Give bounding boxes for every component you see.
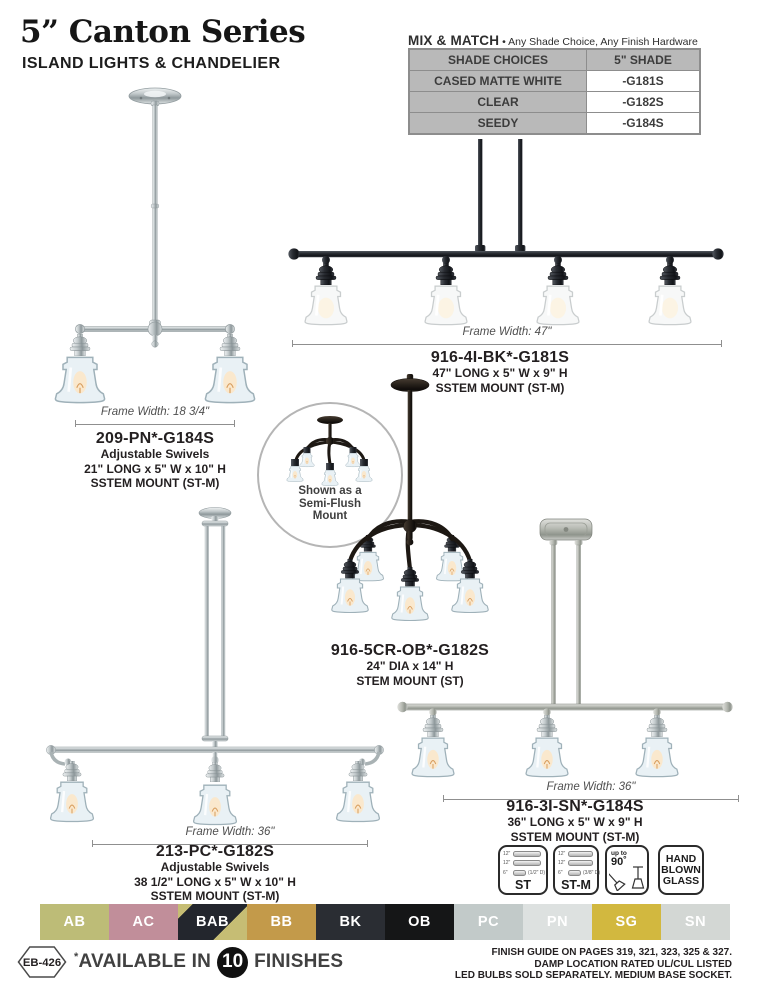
finish-code: OB bbox=[408, 914, 431, 930]
col-header-5in-shade: 5" SHADE bbox=[587, 49, 701, 71]
product-text-209-pn bbox=[45, 430, 265, 491]
available-in-text: AVAILABLE IN bbox=[78, 951, 212, 972]
rod-row bbox=[558, 851, 597, 857]
fine-print bbox=[330, 947, 732, 982]
rod-length-label: 12" bbox=[503, 850, 511, 857]
st-m-mount-badge bbox=[553, 845, 599, 895]
badge-line: HAND bbox=[665, 852, 697, 865]
shade-code: -G181S bbox=[587, 71, 701, 92]
frame-width-label: Frame Width: 36" bbox=[546, 781, 636, 793]
finish-swatch-ab bbox=[40, 904, 109, 940]
finish-count-circle: 10 bbox=[217, 947, 248, 978]
product-size: 47" LONG x 5" W x 9" H bbox=[432, 366, 568, 380]
inset-caption-line: Mount bbox=[312, 510, 348, 522]
product-mount: STEM MOUNT (ST) bbox=[356, 673, 464, 688]
st-mount-badge bbox=[498, 845, 548, 895]
finish-swatch-sn bbox=[661, 904, 730, 940]
swivel-pendant-icon bbox=[609, 865, 649, 891]
rod-row bbox=[558, 869, 601, 876]
finish-code: BB bbox=[270, 914, 293, 930]
inset-caption-line: Shown as a bbox=[298, 485, 362, 497]
product-text-213-pc bbox=[95, 843, 335, 904]
col-header-shade-choices: SHADE CHOICES bbox=[409, 49, 587, 71]
fine-print-line: FINISH GUIDE ON PAGES 319, 321, 323, 325 & 327. bbox=[491, 947, 732, 958]
rod-length-label: 6" bbox=[558, 869, 563, 876]
product-size: 24" DIA x 14" H bbox=[366, 659, 454, 673]
up-to-label: up to bbox=[611, 850, 627, 857]
asterisk: * bbox=[74, 951, 79, 963]
shade-name: CASED MATTE WHITE bbox=[409, 71, 587, 92]
page-title: 5” Canton Series bbox=[20, 14, 306, 50]
swivel-badge-text bbox=[611, 850, 647, 866]
badge-label: ST bbox=[515, 878, 531, 892]
product-size: 21" LONG x 5" W x 10" H bbox=[84, 461, 226, 476]
hand-blown-glass-text bbox=[660, 847, 702, 893]
product-sku: 916-5CR-OB*-G182S bbox=[330, 642, 490, 659]
available-in-label bbox=[74, 951, 211, 973]
table-row bbox=[409, 71, 700, 92]
product-sku: 213-PC*-G182S bbox=[155, 843, 275, 860]
page-code: EB-426 bbox=[22, 957, 62, 970]
rod-row bbox=[558, 860, 597, 866]
finish-swatch-sg bbox=[592, 904, 661, 940]
finish-code: PC bbox=[477, 914, 500, 930]
product-mount: SSTEM MOUNT (ST-M) bbox=[90, 476, 220, 490]
rod-diameter-label: (3/8" D) bbox=[583, 869, 601, 876]
product-sku: 916-4I-BK*-G181S bbox=[430, 349, 570, 366]
finish-swatch-bab bbox=[178, 904, 247, 940]
finish-code: SG bbox=[615, 914, 638, 930]
finish-swatch-bar bbox=[40, 904, 730, 940]
frame-width-dim-916-4i bbox=[292, 326, 722, 345]
product-size: 36" LONG x 5" W x 9" H bbox=[507, 815, 643, 829]
rod-icon bbox=[568, 870, 581, 876]
rod-length-label: 12" bbox=[503, 860, 511, 866]
product-text-916-3i-sn bbox=[455, 798, 695, 844]
product-size: 38 1/2" LONG x 5" W x 10" H bbox=[134, 874, 296, 889]
mix-match-caption bbox=[408, 33, 698, 48]
rod-icon bbox=[568, 851, 593, 857]
finish-swatch-bk bbox=[316, 904, 385, 940]
finish-swatch-pc bbox=[454, 904, 523, 940]
finish-code: PN bbox=[546, 914, 569, 930]
rod-length-label: 12" bbox=[558, 850, 566, 857]
page-code-hexagon bbox=[16, 946, 68, 978]
shade-name: SEEDY bbox=[409, 113, 587, 135]
footer-availability bbox=[16, 946, 343, 978]
rod-row bbox=[503, 851, 546, 857]
shade-name: CLEAR bbox=[409, 92, 587, 113]
rod-row bbox=[503, 860, 546, 866]
frame-width-label: Frame Width: 18 3/4" bbox=[100, 406, 210, 418]
table-row bbox=[409, 113, 700, 135]
rod-length-label: 6" bbox=[503, 869, 508, 876]
rod-icon bbox=[568, 860, 593, 866]
dimension-line bbox=[292, 339, 722, 345]
table-row bbox=[409, 92, 700, 113]
shade-code: -G182S bbox=[587, 92, 701, 113]
rod-row bbox=[503, 870, 546, 876]
product-mount: SSTEM MOUNT (ST-M) bbox=[150, 889, 280, 903]
product-mount: SSTEM MOUNT (ST-M) bbox=[510, 829, 640, 844]
product-sku: 916-3I-SN*-G184S bbox=[506, 798, 644, 815]
badge-label: ST-M bbox=[561, 878, 591, 892]
island-light-916-3i-sn-image bbox=[395, 515, 735, 783]
page-subtitle: ISLAND LIGHTS & CHANDELIER bbox=[22, 55, 281, 72]
shade-code: -G184S bbox=[587, 113, 701, 135]
swivel-90-badge bbox=[605, 845, 649, 895]
inset-caption-line: Semi-Flush bbox=[299, 497, 361, 510]
badge-line: BLOWN bbox=[661, 863, 701, 876]
finish-swatch-ob bbox=[385, 904, 454, 940]
island-light-213-pc-image bbox=[35, 503, 400, 833]
finishes-label: FINISHES bbox=[254, 951, 344, 972]
fine-print-line: LED BULBS SOLD SEPARATELY. MEDIUM BASE SOCKET. bbox=[454, 970, 732, 981]
product-sku: 209-PN*-G184S bbox=[95, 430, 215, 447]
island-light-209-pn-image bbox=[48, 84, 263, 416]
shade-choices-table bbox=[408, 48, 701, 135]
frame-width-label: Frame Width: 36" bbox=[185, 826, 275, 838]
finish-code: AB bbox=[63, 914, 86, 930]
rod-diameter-label: (1/2" D) bbox=[528, 869, 546, 876]
rod-length-label: 12" bbox=[558, 860, 566, 866]
mix-match-note: • Any Shade Choice, Any Finish Hardware bbox=[502, 36, 698, 48]
frame-width-label: Frame Width: 47" bbox=[462, 326, 552, 338]
finish-swatch-bb bbox=[247, 904, 316, 940]
finish-code: BK bbox=[339, 914, 362, 930]
finish-swatch-pn bbox=[523, 904, 592, 940]
product-note: Adjustable Swivels bbox=[160, 860, 270, 874]
island-light-916-4i-bk-image bbox=[288, 139, 725, 335]
degrees-label: 90˚ bbox=[611, 856, 627, 868]
rod-icon bbox=[513, 870, 526, 876]
rod-icon bbox=[513, 851, 541, 857]
frame-width-dim-209 bbox=[75, 406, 235, 425]
dimension-line bbox=[75, 419, 235, 425]
table-header-row bbox=[409, 49, 700, 71]
product-mount: SSTEM MOUNT (ST-M) bbox=[435, 380, 565, 395]
finish-swatch-ac bbox=[109, 904, 178, 940]
mix-match-heading: MIX & MATCH bbox=[408, 33, 500, 48]
hand-blown-glass-badge bbox=[658, 845, 704, 895]
finish-code: AC bbox=[132, 914, 155, 930]
fine-print-line: DAMP LOCATION RATED UL/CUL LISTED bbox=[534, 958, 732, 970]
badge-line: GLASS bbox=[662, 874, 700, 887]
finish-code: BAB bbox=[196, 914, 229, 930]
finish-code: SN bbox=[684, 914, 707, 930]
product-note: Adjustable Swivels bbox=[100, 447, 210, 461]
rod-icon bbox=[513, 860, 541, 866]
